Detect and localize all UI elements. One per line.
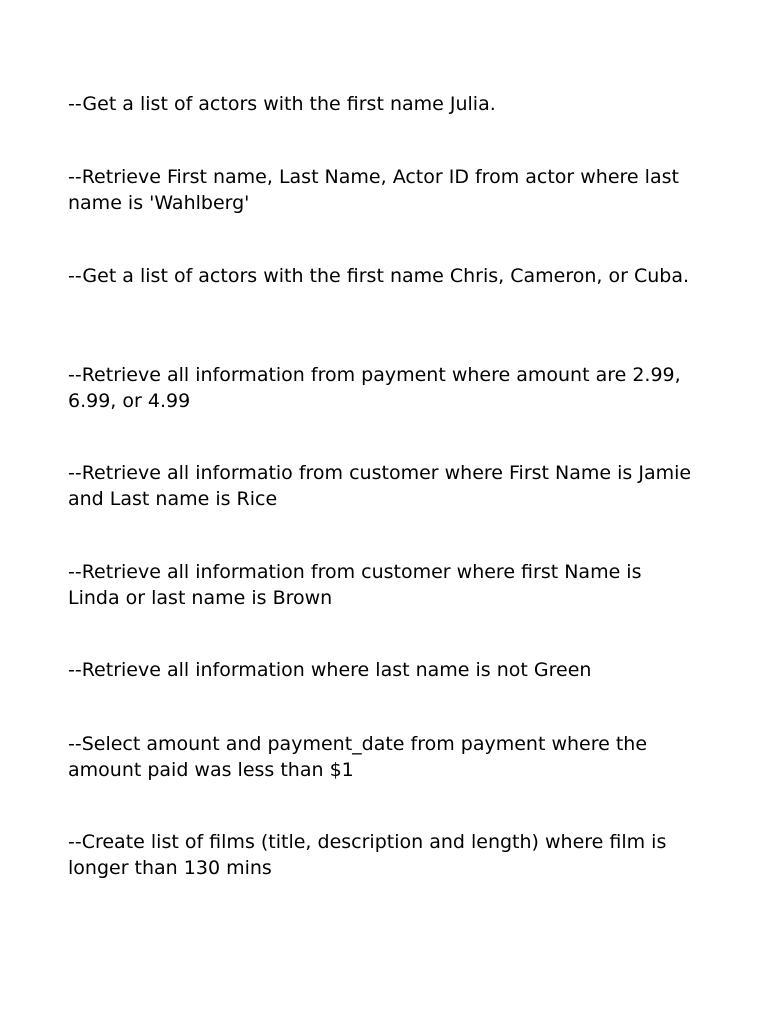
query-comment-7: --Retrieve all information where last name is not Green <box>68 659 592 681</box>
query-comment-3: --Get a list of actors with the first name Chris, Cameron, or Cuba. <box>68 265 690 287</box>
query-comment-6: --Retrieve all information from customer where first Name is Linda or last name is Brown <box>68 561 642 609</box>
query-comment-4: --Retrieve all information from payment where amount are 2.99, 6.99, or 4.99 <box>68 364 681 412</box>
query-comment-2: --Retrieve First name, Last Name, Actor ID from actor where last name is 'Wahlberg' <box>68 166 679 214</box>
query-comment-8: --Select amount and payment_date from payment where the amount paid was less than $1 <box>68 733 648 781</box>
query-comment-9: --Create list of films (title, description and length) where film is longer than 130 mins <box>68 831 667 879</box>
query-comment-1: --Get a list of actors with the first name Julia. <box>68 93 496 115</box>
query-comment-5: --Retrieve all informatio from customer where First Name is Jamie and Last name is Rice <box>68 462 692 510</box>
